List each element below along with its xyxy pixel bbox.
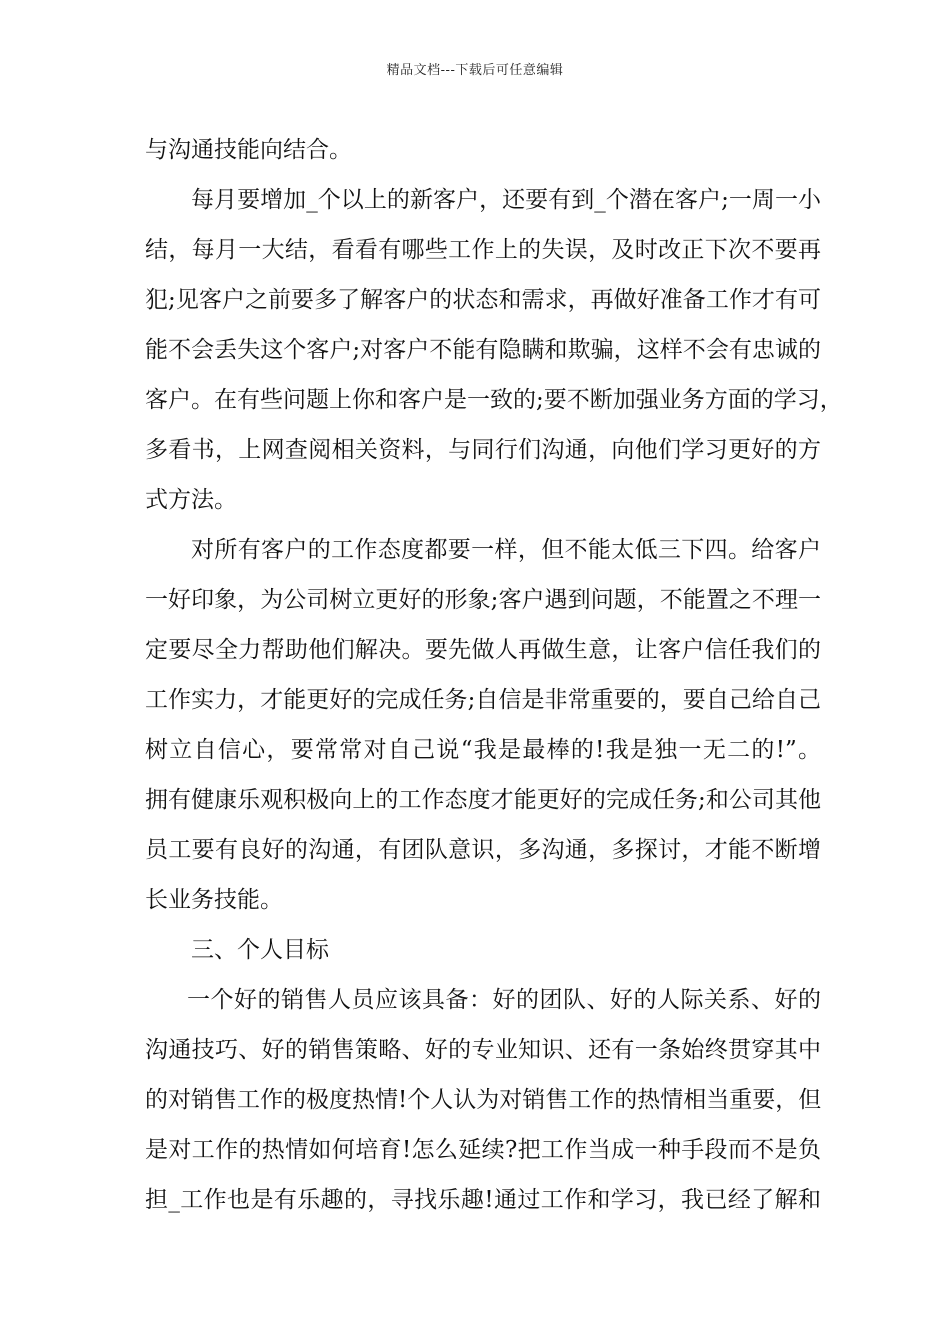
- text-line: 的对销售工作的极度热情!个人认为对销售工作的热情相当重要，但: [145, 1087, 822, 1113]
- text-line: 沟通技巧、好的销售策略、好的专业知识、还有一条始终贯穿其中: [145, 1037, 821, 1063]
- paragraph-start-line: 每月要增加_个以上的新客户，还要有到_个潜在客户;一周一小: [191, 187, 821, 213]
- text-line: 工作实力，才能更好的完成任务;自信是非常重要的，要自己给自己: [145, 687, 821, 713]
- text-line: 与沟通技能向结合。: [145, 137, 352, 163]
- text-line: 一好印象，为公司树立更好的形象;客户遇到问题，不能置之不理一: [145, 587, 821, 613]
- paragraph-start-line: 对所有客户的工作态度都要一样，但不能太低三下四。给客户: [191, 537, 821, 563]
- text-line: 长业务技能。: [145, 887, 283, 913]
- paragraph-start-line: 一个好的销售人员应该具备：好的团队、好的人际关系、好的: [187, 987, 821, 1013]
- text-line: 多看书，上网查阅相关资料，与同行们沟通，向他们学习更好的方: [145, 437, 821, 463]
- text-line: 员工要有良好的沟通，有团队意识，多沟通，多探讨，才能不断增: [145, 837, 821, 863]
- text-line: 是对工作的热情如何培育!怎么延续?把工作当成一种手段而不是负: [145, 1137, 821, 1163]
- text-line: 能不会丢失这个客户;对客户不能有隐瞒和欺骗，这样不会有忠诚的: [145, 337, 821, 363]
- text-line: 担_工作也是有乐趣的，寻找乐趣!通过工作和学习，我已经了解和: [145, 1187, 821, 1213]
- text-line: 定要尽全力帮助他们解决。要先做人再做生意，让客户信任我们的: [145, 637, 821, 663]
- page-header: 精品文档---下载后可任意编辑: [386, 63, 564, 78]
- text-line: 式方法。: [145, 487, 237, 513]
- section-heading: 三、个人目标: [191, 937, 329, 963]
- text-line: 犯;见客户之前要多了解客户的状态和需求，再做好准备工作才有可: [145, 287, 821, 313]
- text-line: 树立自信心，要常常对自己说“我是最棒的!我是独一无二的!”。: [145, 737, 821, 763]
- document-body: [145, 125, 843, 1225]
- text-line: 拥有健康乐观积极向上的工作态度才能更好的完成任务;和公司其他: [145, 787, 821, 813]
- text-line: 客户。在有些问题上你和客户是一致的;要不断加强业务方面的学习，: [145, 387, 843, 413]
- text-line: 结，每月一大结，看看有哪些工作上的失误，及时改正下次不要再: [145, 237, 821, 263]
